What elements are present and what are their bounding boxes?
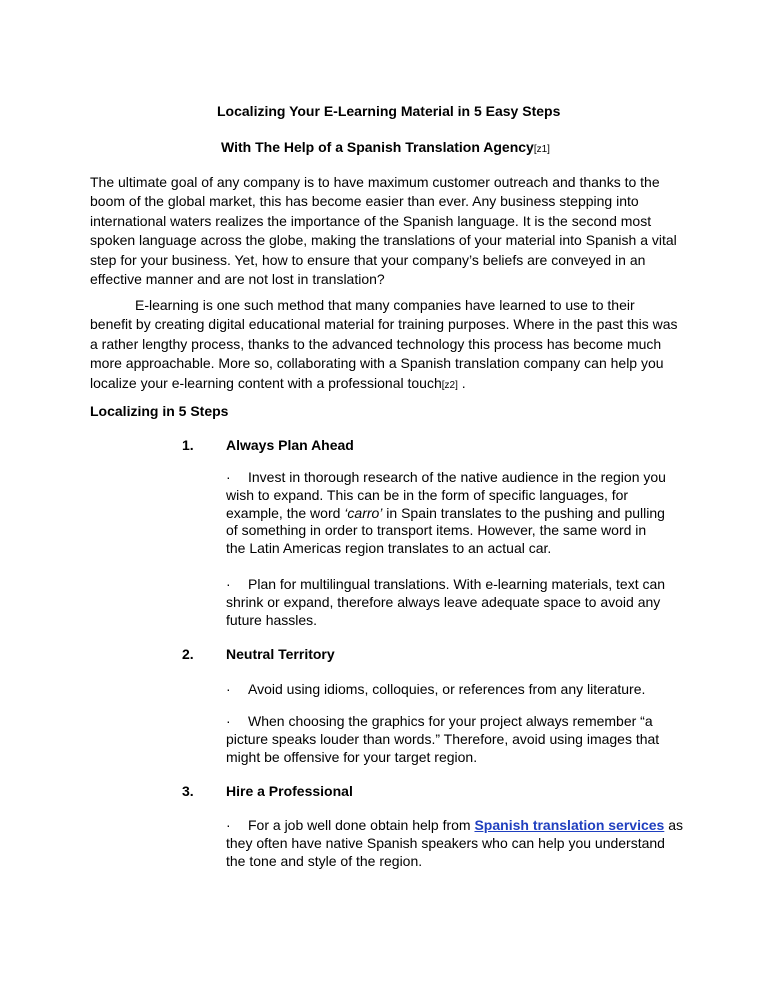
bullet-dot: · xyxy=(226,817,231,833)
step-1-bullet-2-text: Plan for multilingual translations. With e-learning materials, text can shrink or expand, therefore always leave adequate space to avoid any future hassles. xyxy=(226,576,666,628)
step-1-bullet-1-italic: ‘carro’ xyxy=(344,504,383,521)
step-3-heading: Hire a Professional xyxy=(226,783,353,799)
section-heading: Localizing in 5 Steps xyxy=(90,403,229,419)
elearning-paragraph-text: E-learning is one such method that many companies have learned to use to their benefit by creating digital educational material for training purposes. Where in the past this was a rather lengthy process, thanks to the advanced technology this process has become much more approachable. More so, collaborating with a Spanish translation company can help you localize your e-learning content with a professional touch xyxy=(90,297,678,391)
step-1-bullet-2 xyxy=(226,576,666,629)
step-1-heading: Always Plan Ahead xyxy=(226,437,354,453)
bullet-dot: · xyxy=(226,681,231,697)
comment-marker-z2[interactable]: [z2] xyxy=(441,379,458,391)
step-3-bullet-1-text-b: as they often have native Spanish speakers who can help you understand the tone and style of the region. xyxy=(226,817,684,869)
elearning-paragraph-end: . xyxy=(457,374,466,391)
step-1-bullet-1 xyxy=(226,469,666,558)
step-3-number: 3. xyxy=(182,783,194,799)
spanish-translation-services-link[interactable]: Spanish translation services xyxy=(474,817,665,833)
step-2-bullet-2 xyxy=(226,713,666,766)
step-1-bullet-1-text-b: in Spain translates to the pushing and pulling of something in order to transport items. However, the same word in the Latin Americas region translates to an actual car. xyxy=(226,504,665,557)
intro-paragraph: The ultimate goal of any company is to have maximum customer outreach and thanks to the boom of the global market, this has become easier than ever. Any business stepping into international waters realizes the importance of the Spanish language. It is the second most spoken language across the globe, making the translations of your material into Spanish a vital step for your business. Yet, how to ensure that your company’s beliefs are conveyed in an effective manner and are not lost in translation? xyxy=(90,174,677,288)
step-2-number: 2. xyxy=(182,646,194,662)
step-2-bullet-1-text: Avoid using idioms, colloquies, or references from any literature. xyxy=(248,681,646,697)
bullet-dot: · xyxy=(226,713,231,729)
document-subtitle xyxy=(221,139,550,155)
comment-marker-z1[interactable]: [z1] xyxy=(533,144,550,155)
bullet-dot: · xyxy=(226,469,231,485)
step-1-number: 1. xyxy=(182,437,194,453)
step-3-bullet-1 xyxy=(226,817,686,870)
bullet-dot: · xyxy=(226,576,231,592)
step-2-bullet-2-text: When choosing the graphics for your project always remember “a picture speaks louder than words.” Therefore, avoid using images that might be offensive for your target region. xyxy=(226,713,660,765)
step-2-heading: Neutral Territory xyxy=(226,646,335,662)
step-3-bullet-1-text-a: For a job well done obtain help from xyxy=(248,817,475,833)
elearning-paragraph xyxy=(90,296,680,395)
subtitle-text: With The Help of a Spanish Translation Agency xyxy=(221,139,534,155)
step-2-bullet-1 xyxy=(226,681,666,699)
step-1-bullet-1-text-a: Invest in thorough research of the native audience in the region you wish to expand. This can be in the form of specific languages, for example, the word xyxy=(226,469,666,521)
document-title: Localizing Your E-Learning Material in 5 Easy Steps xyxy=(217,103,561,119)
